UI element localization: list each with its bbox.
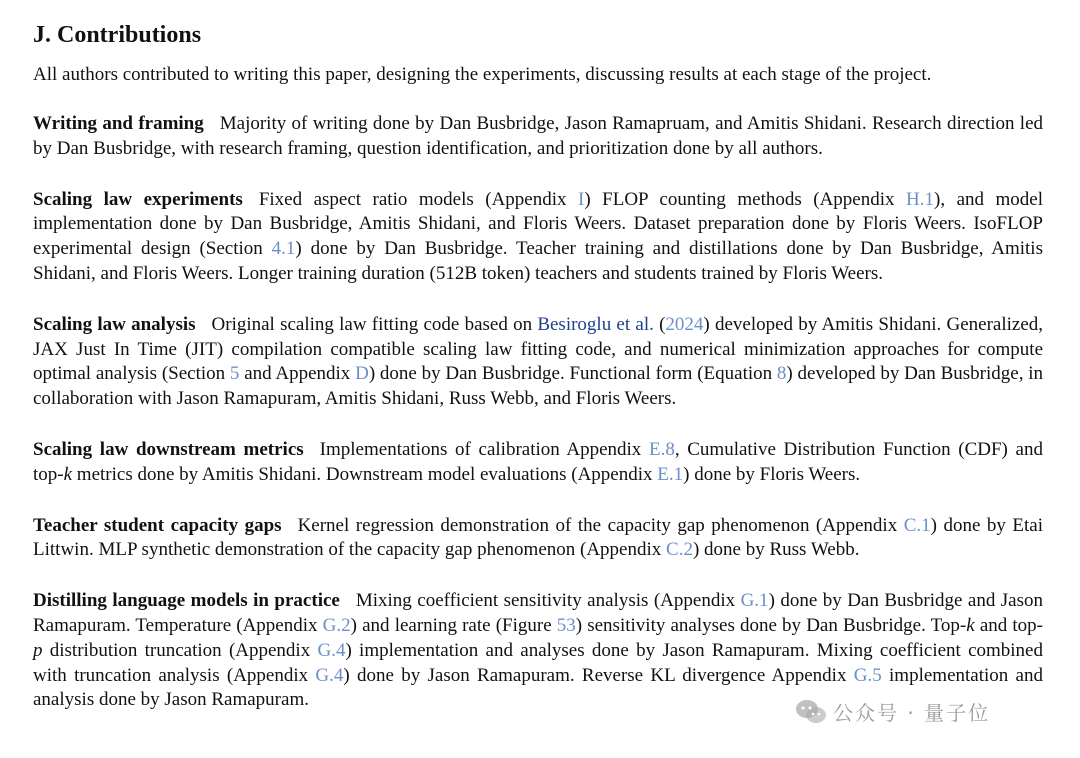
appendix-link[interactable]: G.5	[853, 664, 882, 686]
appendix-link[interactable]: G.1	[740, 590, 769, 612]
appendix-link[interactable]: E.8	[648, 438, 675, 460]
para-heading: Distilling language models in practice	[33, 590, 340, 612]
intro-paragraph: All authors contributed to writing this paper, designing the experiments, discussing results at each stage of the project.	[33, 64, 932, 85]
para-scaling-analysis: Scaling law analysis Original scaling law fitting code based on Besiroglu et al. (2024) developed by Amitis Shidani. Generalized, JAX Just In Time (JIT) compilation compatible scaling law fitting code, and numerical minimization approaches for compute optimal analysis (Section 5 and Appendix D) done by Dan Busbridge. Functional form (Equation 8) developed by Dan Busbridge, in collaboration with Jason Ramapuram, Amitis Shidani, Russ Webb, and Floris Weers.	[33, 313, 1043, 410]
para-writing-framing: Writing and framing Majority of writing done by Dan Busbridge, Jason Ramapruam, and Amitis Shidani. Research direction led by Dan Busbridge, with research framing, question identification, and prioritization done by all authors.	[33, 113, 1043, 159]
appendix-link[interactable]: H.1	[906, 188, 934, 210]
appendix-link[interactable]: C.1	[903, 514, 931, 536]
watermark-text: 公众号 · 量子位	[833, 701, 991, 725]
para-heading: Scaling law experiments	[33, 188, 243, 210]
math-k: k	[966, 614, 975, 636]
watermark	[795, 697, 990, 726]
section-title: J. Contributions	[33, 22, 202, 48]
para-capacity-gaps: Teacher student capacity gaps Kernel regression demonstration of the capacity gap phenomenon (Appendix C.1) done by Etai Littwin. MLP synthetic demonstration of the capacity gap phenomenon (Appendix C.2) done by Russ Webb.	[33, 514, 1043, 561]
wechat-logo-icon	[795, 699, 827, 725]
contributions-section	[33, 18, 1043, 713]
para-scaling-experiments: Scaling law experiments Fixed aspect ratio models (Appendix I) FLOP counting methods (Appendix H.1), and model implementation done by Dan Busbridge, Amitis Shidani, and Floris Weers. Dataset preparation done by Floris Weers. IsoFLOP experimental design (Section 4.1) done by Dan Busbridge. Teacher training and distillations done by Dan Busbridge, Amitis Shidani, and Floris Weers. Longer training duration (512B token) teachers and students trained by Floris Weers.	[33, 188, 1043, 284]
appendix-link[interactable]: D	[355, 363, 369, 385]
appendix-link[interactable]: C.2	[666, 539, 693, 561]
para-heading: Teacher student capacity gaps	[33, 514, 282, 536]
citation-link[interactable]: Besiroglu et al.	[537, 313, 654, 335]
appendix-link[interactable]: G.4	[317, 639, 346, 661]
appendix-link[interactable]: G.2	[322, 614, 351, 636]
math-p: p	[33, 639, 43, 661]
equation-link[interactable]: 8	[776, 363, 787, 385]
section-link[interactable]: 5	[229, 363, 240, 385]
para-heading: Scaling law downstream metrics	[33, 438, 304, 460]
section-link[interactable]: 4.1	[271, 238, 296, 260]
para-heading: Writing and framing	[33, 113, 204, 134]
appendix-link[interactable]: G.4	[315, 664, 344, 686]
para-downstream-metrics: Scaling law downstream metrics Implementations of calibration Appendix E.8, Cumulative Distribution Function (CDF) and top-k metrics done by Amitis Shidani. Downstream model evaluations (Appendix E.1) done by Floris Weers.	[33, 438, 1043, 485]
para-heading: Scaling law analysis	[33, 313, 196, 335]
math-k: k	[63, 463, 73, 485]
figure-link[interactable]: 53	[556, 614, 576, 636]
appendix-link[interactable]: I	[578, 188, 585, 210]
para-distilling-practice: Distilling language models in practice Mixing coefficient sensitivity analysis (Appendix G.1) done by Dan Busbridge and Jason Ramapuram. Temperature (Appendix G.2) and learning rate (Figure 53) sensitivity analyses done by Dan Busbridge. Top-k and top-p distribution truncation (Appendix G.4) implementation and analyses done by Jason Ramapuram. Mixing coefficient combined with truncation analysis (Appendix G.4) done by Jason Ramapuram. Reverse KL divergence Appendix G.5 implementation and analysis done by Jason Ramapuram.	[33, 590, 1044, 711]
appendix-link[interactable]: E.1	[657, 463, 684, 485]
citation-year-link[interactable]: 2024	[665, 313, 704, 335]
